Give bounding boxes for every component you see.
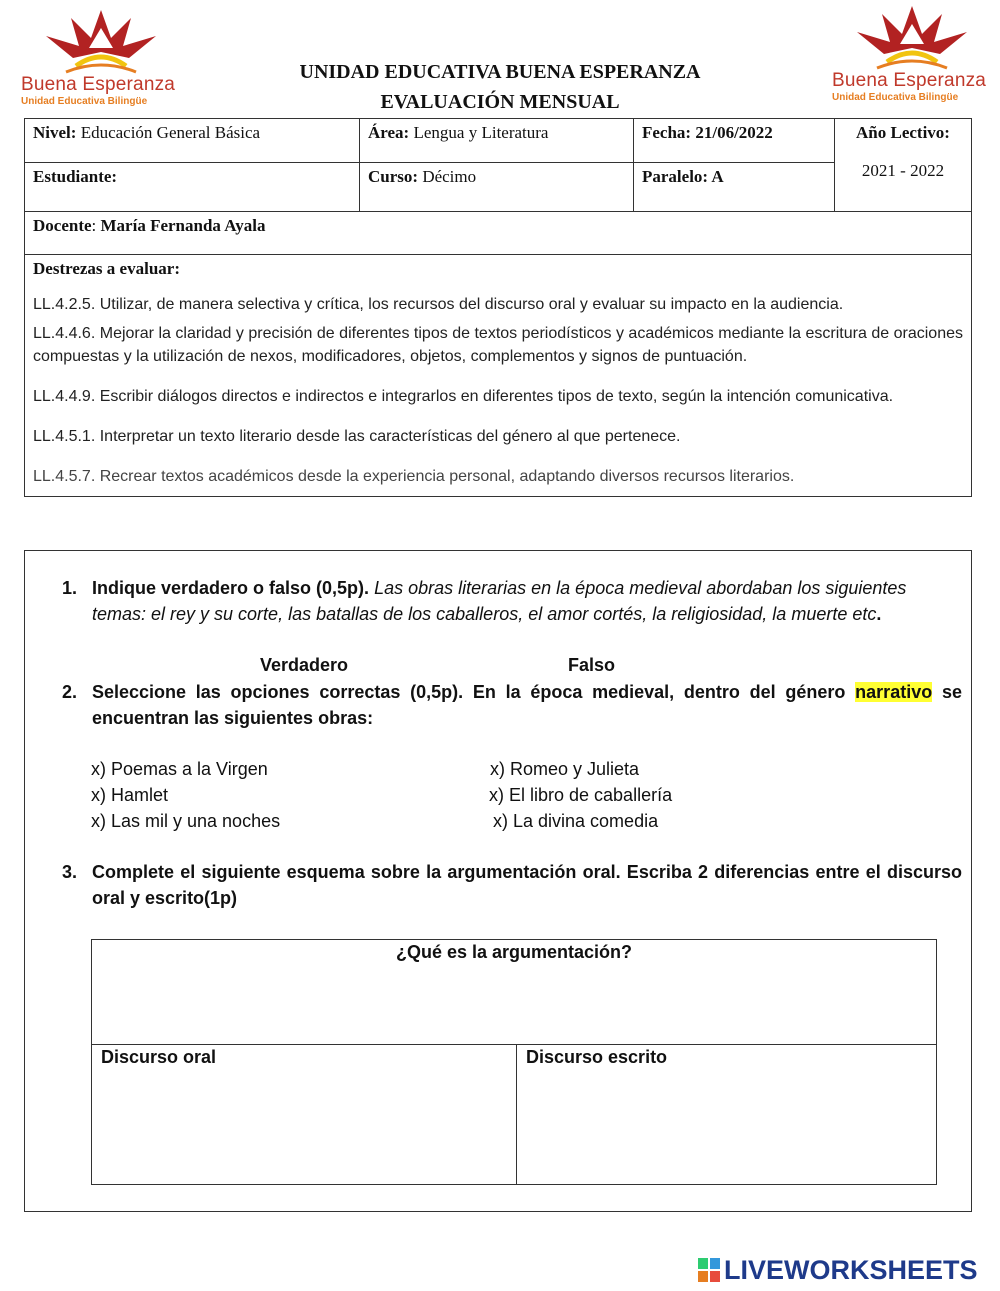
docente-value: María Fernanda Ayala <box>100 216 266 235</box>
question-number: 1. <box>62 578 78 598</box>
true-option[interactable]: Verdadero <box>260 655 349 675</box>
logo-brand-text: Buena Esperanza <box>832 70 987 91</box>
argumentation-definition-cell[interactable] <box>92 940 937 1045</box>
option-checkbox[interactable]: x) Romeo y Julieta <box>490 759 640 779</box>
school-logo-right <box>832 4 992 104</box>
question-1-text <box>92 575 962 627</box>
argumentation-table <box>91 939 937 1185</box>
paralelo-cell: Paralelo: A <box>634 163 835 212</box>
skill-item: LL.4.4.9. Escribir diálogos directos e indirectos e integrarlos en diferentes tipos de texto, según la intención comunicativa. <box>33 388 894 405</box>
nivel-cell <box>25 119 360 163</box>
skill-item: LL.4.4.6. Mejorar la claridad y precisión de diferentes tipos de textos periodísticos y académicos mediante la escritura de oraciones compuestas y la utilización de nexos, modificadores, objetos, complementos y signos de puntuación. <box>33 325 963 365</box>
discurso-oral-cell[interactable] <box>92 1045 517 1185</box>
logo-brand-text: Buena Esperanza <box>21 74 176 95</box>
option-checkbox[interactable]: x) El libro de caballería <box>489 785 673 805</box>
question-1-end: . <box>876 604 882 624</box>
anio-value: 2021 - 2022 <box>861 161 945 180</box>
discurso-escrito-label: Discurso escrito <box>526 1047 668 1067</box>
destrezas-label: Destrezas a evaluar: <box>33 259 180 278</box>
area-label: Área: <box>368 123 410 142</box>
false-option[interactable]: Falso <box>568 655 616 675</box>
document-title: UNIDAD EDUCATIVA BUENA ESPERANZA <box>299 61 701 83</box>
question-2-text-after: se encuentran las siguientes obras: <box>92 682 962 728</box>
discurso-escrito-cell[interactable] <box>517 1045 937 1185</box>
docente-label: Docente <box>33 216 92 235</box>
highlighted-word: narrativo <box>855 682 933 702</box>
curso-label: Curso: <box>368 167 419 186</box>
info-table <box>24 118 972 497</box>
logo-subtitle: Unidad Educativa Bilingüe <box>21 96 148 107</box>
question-3-text: Complete el siguiente esquema sobre la argumentación oral. Escriba 2 diferencias entre el discurso oral y escrito(1p) <box>92 862 962 908</box>
argumentation-title: ¿Qué es la argumentación? <box>395 942 633 962</box>
question-2-text <box>92 679 962 731</box>
destrezas-cell <box>25 255 972 497</box>
document-subtitle: EVALUACIÓN MENSUAL <box>380 91 620 113</box>
liveworksheets-logo-icon <box>698 1258 720 1282</box>
option-checkbox[interactable]: x) Las mil y una noches <box>91 811 281 831</box>
question-1-statement: Las obras literarias en la época medieval abordaban los siguientes temas: el rey y su corte, las batallas de los caballeros, el amor cortés, la religiosidad, la muerte etc <box>92 578 907 624</box>
anio-label: Año Lectivo: <box>856 123 950 142</box>
skill-item: LL.4.5.7. Recrear textos académicos desde la experiencia personal, adaptando diversos recursos literarios. <box>33 468 795 485</box>
curso-cell <box>360 163 634 212</box>
discurso-oral-label: Discurso oral <box>101 1047 217 1067</box>
area-cell <box>360 119 634 163</box>
docente-cell: Docente: María Fernanda Ayala <box>25 212 972 255</box>
question-number: 2. <box>62 682 78 702</box>
skill-item: LL.4.5.1. Interpretar un texto literario desde las características del género al que pertenece. <box>33 428 681 445</box>
question-2-text-before: Seleccione las opciones correctas (0,5p). En la época medieval, dentro del género <box>92 682 846 702</box>
question-number: 3. <box>62 862 78 882</box>
option-checkbox[interactable]: x) Hamlet <box>91 785 169 805</box>
estudiante-cell: Estudiante: <box>25 163 360 212</box>
anio-cell <box>835 119 972 212</box>
fecha-cell: Fecha: 21/06/2022 <box>634 119 835 163</box>
logo-subtitle: Unidad Educativa Bilingüe <box>832 92 959 103</box>
nivel-label: Nivel: <box>33 123 77 142</box>
curso-value: Décimo <box>422 167 477 186</box>
nivel-value: Educación General Básica <box>80 123 261 142</box>
option-checkbox[interactable]: x) La divina comedia <box>493 811 659 831</box>
question-1-prompt: Indique verdadero o falso (0,5p). <box>92 578 370 598</box>
liveworksheets-brand: LIVEWORKSHEETS <box>724 1255 978 1285</box>
option-checkbox[interactable]: x) Poemas a la Virgen <box>91 759 268 779</box>
area-value: Lengua y Literatura <box>413 123 549 142</box>
skill-item: LL.4.2.5. Utilizar, de manera selectiva y crítica, los recursos del discurso oral y evaluar su impacto en la audiencia. <box>33 296 844 313</box>
